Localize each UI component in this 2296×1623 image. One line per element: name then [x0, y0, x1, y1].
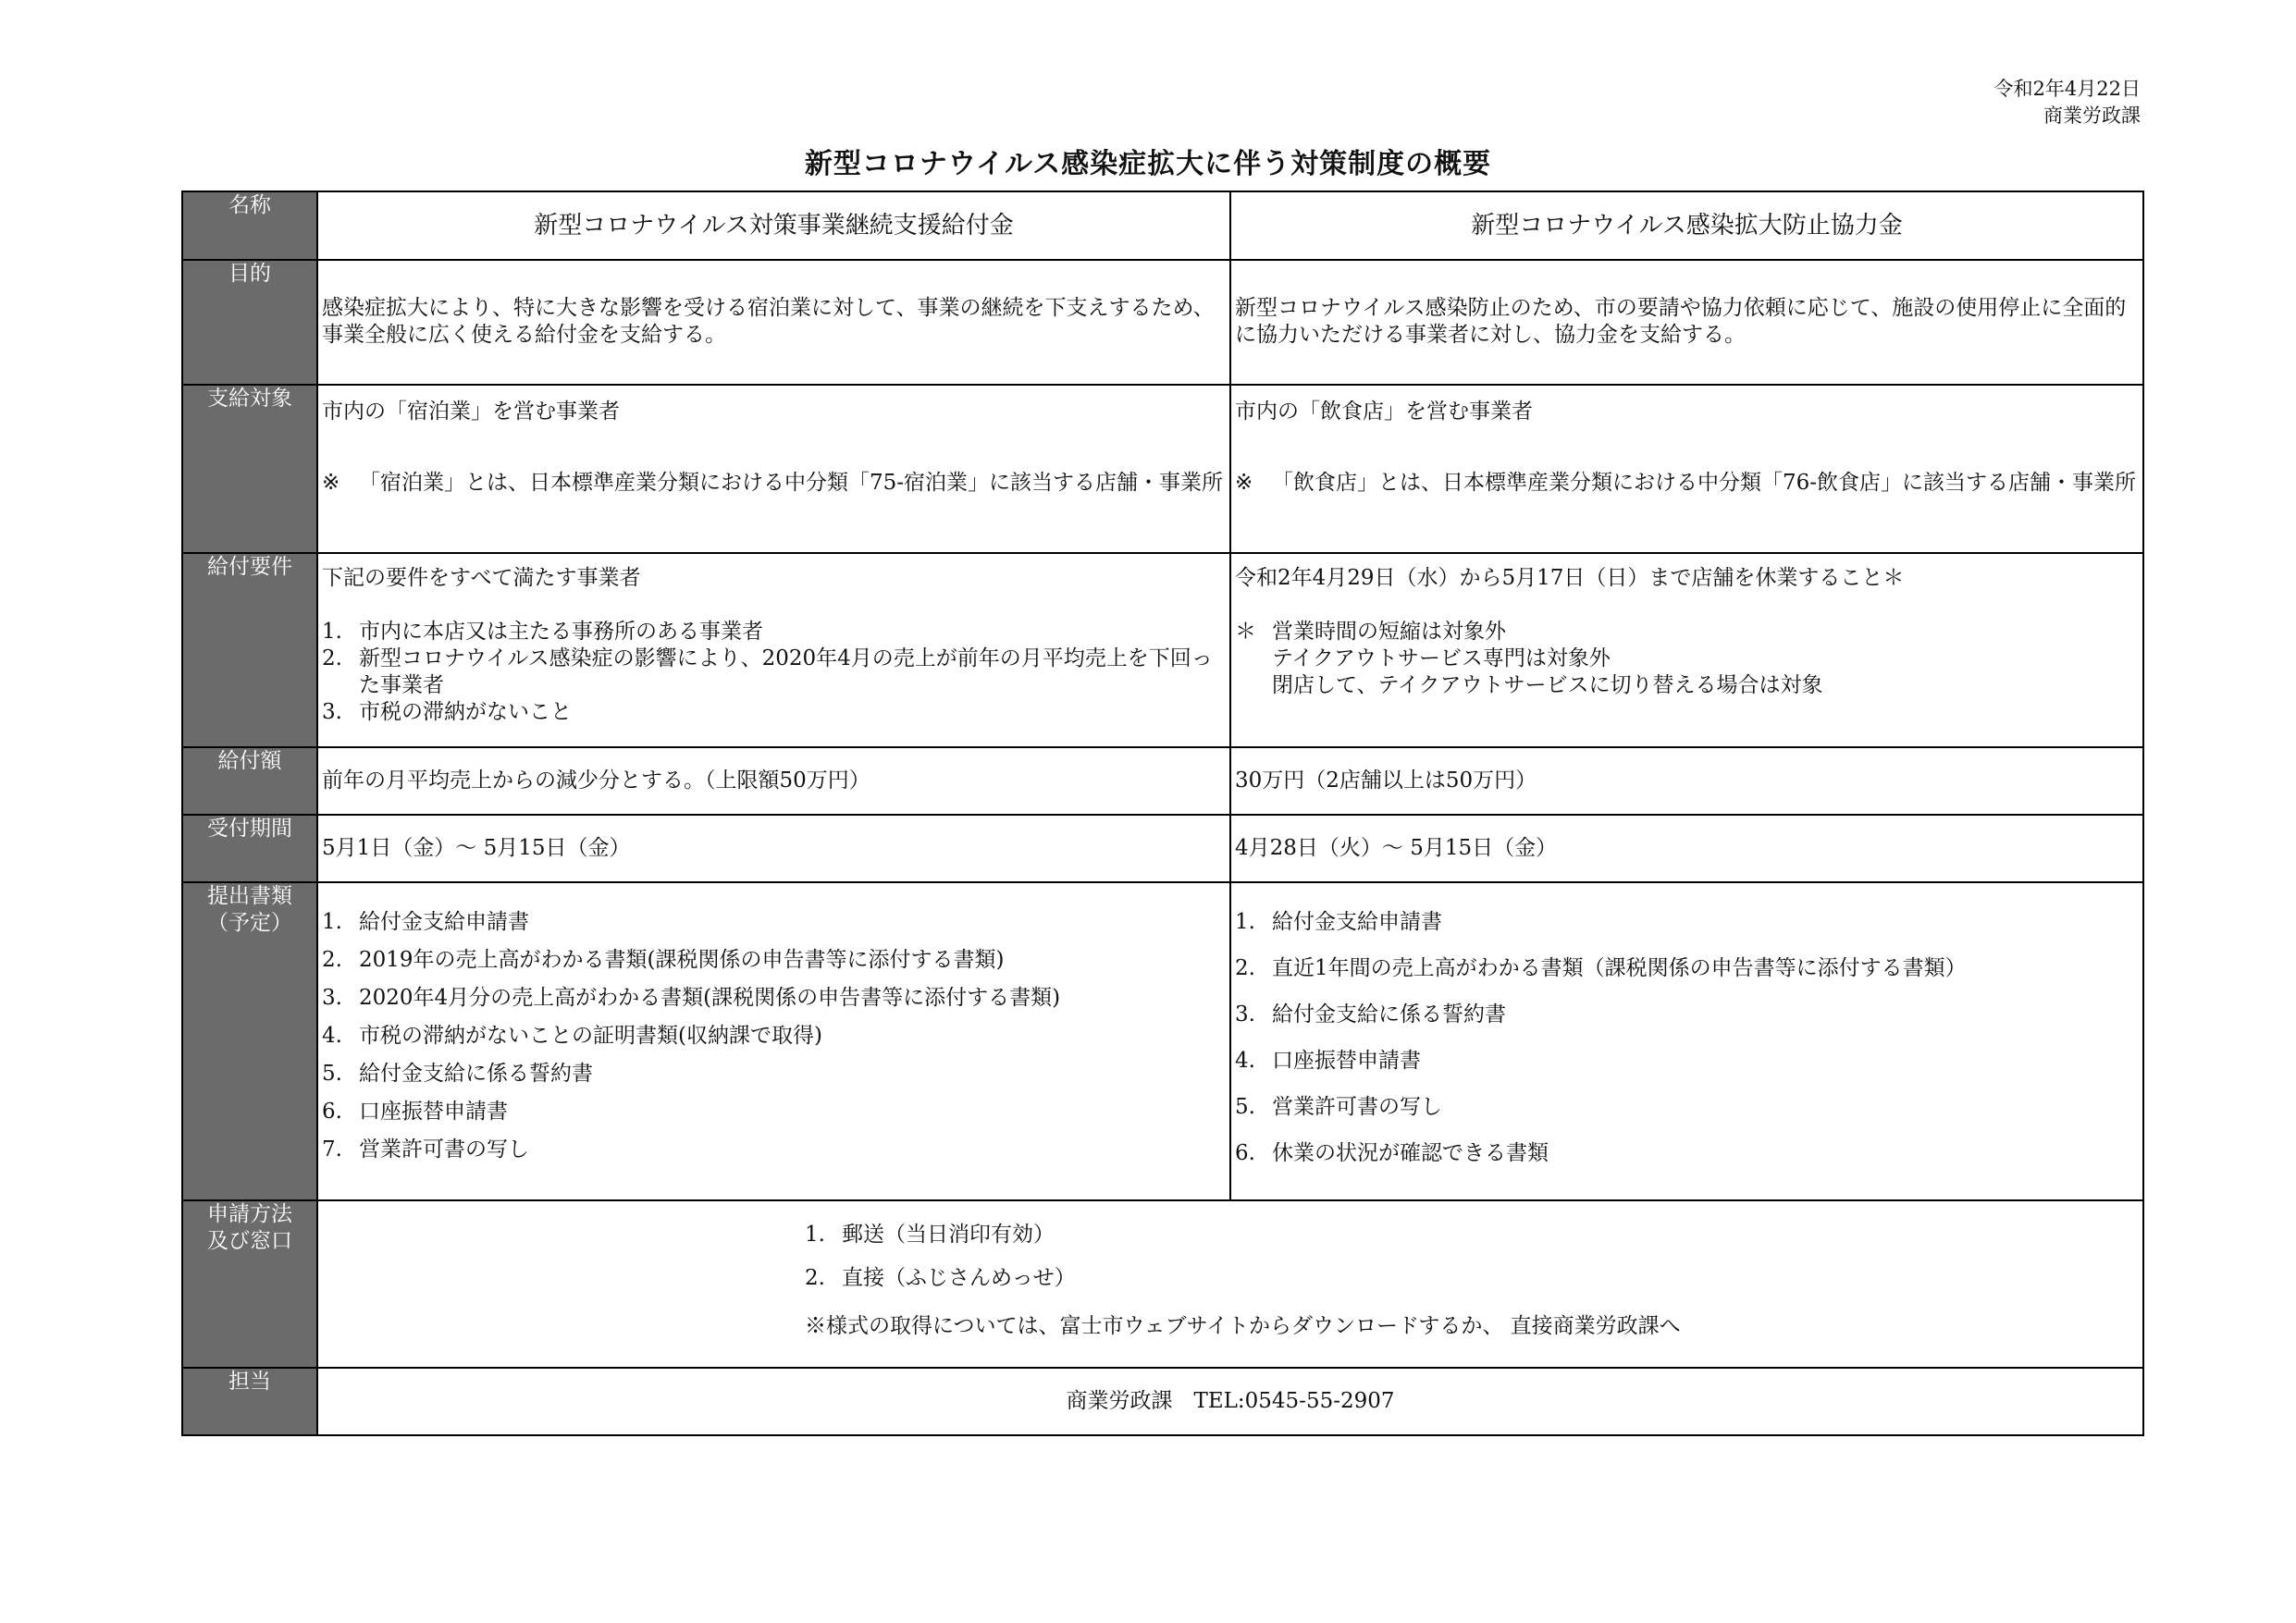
program2-target-note [1235, 470, 2139, 497]
program2-target: 市内の「飲食店」を営む事業者 [1235, 400, 1533, 424]
list-item: 4. 市税の滞納がないことの証明書類(収納課で取得) [322, 1024, 822, 1048]
row-purpose [182, 260, 2143, 385]
program1-documents-list [322, 909, 1226, 1163]
requirement-note: 閉店して、テイクアウトサービスに切り替える場合は対象 [1272, 673, 1823, 697]
row-name [182, 191, 2143, 260]
list-item: 2. 新型コロナウイルス感染症の影響により、2020年4月の売上が前年の月平均売上を下回った事業者 [322, 646, 1213, 697]
row-target [182, 385, 2143, 553]
row-amount [182, 747, 2143, 815]
method-note: ※様式の取得については、富士市ウェブサイトからダウンロードするか、 直接商業労政課へ [805, 1314, 1681, 1338]
document-title: 新型コロナウイルス感染症拡大に伴う対策制度の概要 [804, 148, 1492, 180]
list-item: 5. 給付金支給に係る誓約書 [322, 1062, 593, 1086]
program1-requirements-list [322, 619, 1226, 726]
issuing-department: 商業労政課 [2043, 105, 2141, 127]
list-item: 1. 郵送（当日消印有効） [805, 1223, 1055, 1247]
document-header [1994, 76, 2141, 129]
method-cell [317, 1200, 2143, 1368]
list-item: 6. 休業の状況が確認できる書類 [1235, 1141, 1549, 1165]
list-item: 3. 給付金支給に係る誓約書 [1235, 1002, 1506, 1027]
list-item: 2. 直近1年間の売上高がわかる書類（課税関係の申告書等に添付する書類） [1235, 956, 1967, 980]
row-method [182, 1200, 2143, 1368]
program2-documents-cell [1230, 882, 2143, 1200]
program1-purpose: 感染症拡大により、特に大きな影響を受ける宿泊業に対して、事業の継続を下支えするため、事業全般に広く使える給付金を支給する。 [322, 296, 1215, 347]
requirement-note: テイクアウトサービス専門は対象外 [1272, 646, 1611, 670]
program1-name: 新型コロナウイルス対策事業継続支援給付金 [317, 191, 1230, 260]
program1-target-cell [317, 385, 1230, 553]
program2-amount-cell [1230, 747, 2143, 815]
document-date: 令和2年4月22日 [1994, 78, 2141, 100]
program2-amount: 30万円（2店舗以上は50万円） [1235, 768, 1537, 793]
program1-amount: 前年の月平均売上からの減少分とする。（上限額50万円） [322, 768, 870, 793]
row-requirements [182, 553, 2143, 747]
label-requirements: 給付要件 [182, 553, 317, 747]
label-name: 名称 [182, 191, 317, 260]
requirement-note: 営業時間の短縮は対象外 [1272, 620, 1506, 644]
label-method: 申請方法 及び窓口 [182, 1200, 317, 1368]
program1-documents-cell [317, 882, 1230, 1200]
program1-purpose-cell [317, 260, 1230, 385]
row-contact [182, 1368, 2143, 1435]
list-item: 6. 口座振替申請書 [322, 1100, 508, 1124]
program2-period-cell [1230, 815, 2143, 882]
label-purpose: 目的 [182, 260, 317, 385]
note-mark: ※ [322, 471, 340, 495]
list-item: 2. 直接（ふじさんめっせ） [805, 1266, 1076, 1290]
contact-info: 商業労政課 TEL:0545-55-2907 [317, 1368, 2143, 1435]
row-period [182, 815, 2143, 882]
overview-table [181, 191, 2144, 1436]
program1-target: 市内の「宿泊業」を営む事業者 [322, 400, 620, 424]
program2-purpose-cell [1230, 260, 2143, 385]
program2-target-note-text: 「飲食店」とは、日本標準産業分類における中分類「76-飲食店」に該当する店舗・事業所 [1272, 471, 2137, 495]
list-item: 1. 給付金支給申請書 [1235, 910, 1442, 934]
program2-requirements-intro: 令和2年4月29日（水）から5月17日（日）まで店舗を休業すること＊ [1235, 566, 1905, 590]
list-item: 3. 市税の滞納がないこと [322, 700, 572, 724]
program2-requirements-cell [1230, 553, 2143, 747]
label-documents: 提出書類 （予定） [182, 882, 317, 1200]
program1-target-note [322, 470, 1226, 497]
program2-documents-list [1235, 909, 2139, 1167]
list-item: 2. 2019年の売上高がわかる書類(課税関係の申告書等に添付する書類) [322, 948, 1005, 972]
program1-period-cell [317, 815, 1230, 882]
program1-target-note-text: 「宿泊業」とは、日本標準産業分類における中分類「75-宿泊業」に該当する店舗・事業所 [359, 471, 1224, 495]
note-mark: ※ [1235, 471, 1253, 495]
program1-requirements-intro: 下記の要件をすべて満たす事業者 [322, 566, 641, 590]
program1-requirements-cell [317, 553, 1230, 747]
program2-period: 4月28日（火）～ 5月15日（金） [1235, 836, 1558, 860]
program2-requirements-notes [1235, 619, 2139, 699]
label-contact: 担当 [182, 1368, 317, 1435]
list-item: 3. 2020年4月分の売上高がわかる書類(課税関係の申告書等に添付する書類) [322, 986, 1061, 1010]
program1-amount-cell [317, 747, 1230, 815]
note-mark: ＊ [1235, 620, 1256, 644]
list-item: 4. 口座振替申請書 [1235, 1049, 1421, 1073]
program2-target-cell [1230, 385, 2143, 553]
program2-name: 新型コロナウイルス感染拡大防止協力金 [1230, 191, 2143, 260]
program1-period: 5月1日（金）～ 5月15日（金） [322, 836, 631, 860]
method-list [805, 1222, 1859, 1292]
label-amount: 給付額 [182, 747, 317, 815]
label-period: 受付期間 [182, 815, 317, 882]
list-item: 7. 営業許可書の写し [322, 1137, 529, 1162]
row-documents [182, 882, 2143, 1200]
list-item: 1. 市内に本店又は主たる事務所のある事業者 [322, 620, 763, 644]
label-target: 支給対象 [182, 385, 317, 553]
program2-purpose: 新型コロナウイルス感染防止のため、市の要請や協力依頼に応じて、施設の使用停止に全面的に協力いただける事業者に対し、協力金を支給する。 [1235, 296, 2127, 347]
list-item: 1. 給付金支給申請書 [322, 910, 529, 934]
list-item: 5. 営業許可書の写し [1235, 1095, 1442, 1119]
